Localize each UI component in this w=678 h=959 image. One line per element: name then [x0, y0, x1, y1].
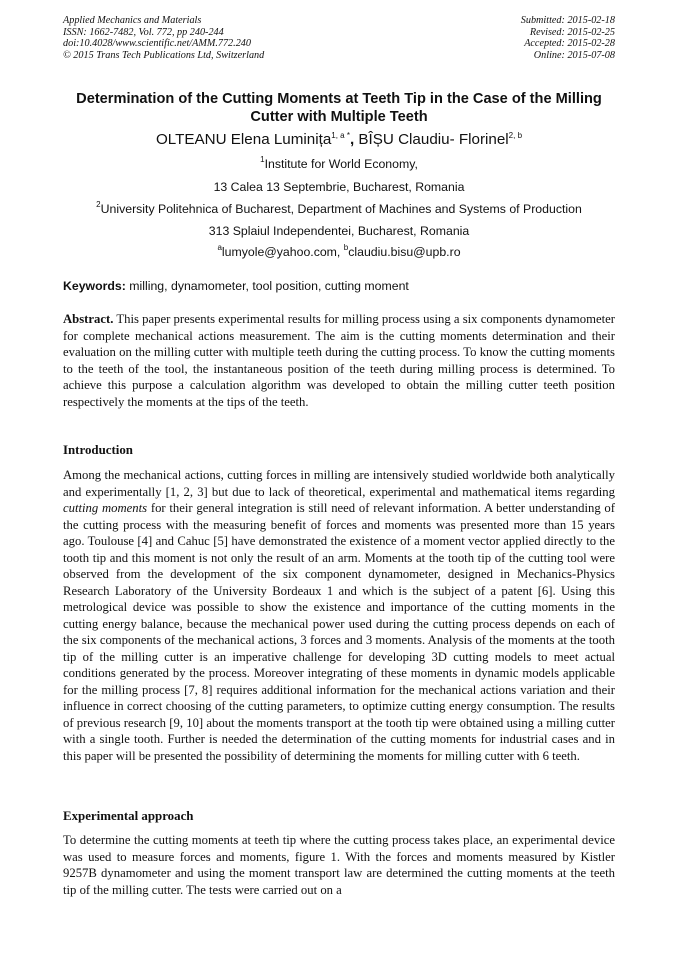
abstract: [63, 311, 615, 410]
paper-title: Determination of the Cutting Moments at Teeth Tip in the Case of the Milling Cutter with Multiple Teeth: [76, 91, 602, 125]
aff-2-text: University Politehnica of Bucharest, Department of Machines and Systems of Production: [100, 202, 582, 216]
abstract-label: Abstract.: [63, 312, 114, 326]
email-a: lumyole@yahoo.com,: [221, 245, 341, 259]
author-separator: ,: [349, 131, 355, 148]
affiliation-2-line-1: [63, 202, 615, 216]
aff-1-sup: 1: [260, 155, 265, 164]
email-b: claudiu.bisu@upb.ro: [348, 245, 461, 259]
doi: doi:10.4028/www.scientific.net/AMM.772.240: [63, 38, 251, 50]
abstract-text: This paper presents experimental results for milling process using a six components dynamometer for complete mechanical actions measurement. The aim is the cutting moments determination and their evaluation on the milling cutter with multiple teeth during the cutting process. To know the cutting moments to the teeth of the tool, the instantaneous position of the teeth during milling process is determined. To achieve this purpose a calculation algorithm was developed to obtain the milling cutter teeth position respectively the moments at the tips of the teeth.: [63, 312, 615, 409]
keywords: [63, 279, 615, 293]
experimental-text: To determine the cutting moments at teeth tip where the cutting process takes place, an experimental device was used to measure forces and moments, figure 1. With the forces and moments measured by Kistler 9257B dynamometer and using the moment transport law are determined the cutting moments at the teeth tip of the milling cutter. The tests were carried out on a: [63, 833, 615, 897]
affiliation-2-line-2: 313 Splaiul Independentei, Bucharest, Romania: [208, 224, 470, 238]
journal-name: Applied Mechanics and Materials: [63, 15, 202, 26]
keywords-text: milling, dynamometer, tool position, cutting moment: [129, 279, 409, 293]
author-2-name: BÎȘU Claudiu- Florinel: [358, 131, 509, 148]
intro-emphasis: cutting moments: [63, 501, 148, 515]
submitted-date: Submitted: 2015-02-18: [520, 15, 615, 26]
revised-date: Revised: 2015-02-25: [529, 26, 615, 38]
introduction-heading: Introduction: [63, 443, 133, 457]
intro-text-2: for their general integration is still need of relevant information. A better understanding of the cutting process with the measuring benefit of forces and moments was presented more than 15 years ago. Toulouse [4] and Cahuc [5] have demonstrated the existence of a moment vector applied directly to the tooth tip and this moment is not only the result of an arm. Moments at the tooth tip of the cutting tool were observed from the development of the six component dynamometer, designed in Mechanics-Physics Research Laboratory of the University Bordeaux 1 and which is the subject of a patent [6]. Using this metrological device was possible to show the existence and importance of the cutting moments in the cutting energy balance, because the mechanical power used during the cutting process depends on each of the six components of the mechanical actions, 3 forces and 3 moments. Analysis of the moments at the tooth tip of the milling cutter is an imperative challenge for developing 3D cutting models to meet actual conditions generated by the process. Moreover integrating of these moments in dynamic models applicable for the milling process [7, 8] requires additional information for the mechanical actions variation and their influence in correct choosing of the cutting parameters, to optimize cutting energy consumption. The results of previous research [9, 10] about the moments transport at the tooth tip were obtained using a milling cutter with a single tooth. Further is needed the determination of the cutting moments for industrial cases and in this paper will be presented the possibility of determining the moments for milling cutter with 6 teeth.: [63, 501, 615, 763]
author-1-sup: 1, a *: [331, 131, 350, 140]
submission-dates: [521, 15, 615, 61]
experimental-heading: Experimental approach: [63, 809, 194, 823]
email-b-sup: b: [343, 243, 349, 252]
author-emails: [63, 245, 615, 259]
author-list: [63, 131, 615, 148]
affiliation-1-line-2: 13 Calea 13 Septembrie, Bucharest, Romania: [213, 180, 465, 194]
author-2-sup: 2, b: [508, 131, 523, 140]
publication-info: [63, 15, 264, 61]
introduction-text: [63, 467, 615, 764]
aff-1-text: Institute for World Economy,: [264, 157, 418, 171]
email-a-sup: a: [217, 243, 222, 252]
accepted-date: Accepted: 2015-02-28: [524, 38, 615, 50]
intro-text-1: Among the mechanical actions, cutting forces in milling are intensively studied worldwide both analytically and experimentally [1, 2, 3] but due to lack of theoretical, experimental and mathematical items regarding: [63, 468, 615, 499]
author-1-name: OLTEANU Elena Luminița: [155, 131, 332, 148]
affiliation-1-line-1: [63, 157, 615, 171]
aff-2-sup: 2: [96, 200, 101, 209]
keywords-label: Keywords:: [63, 279, 126, 293]
copyright: © 2015 Trans Tech Publications Ltd, Switzerland: [63, 49, 265, 61]
online-date: Online: 2015-07-08: [533, 49, 615, 61]
issn: ISSN: 1662-7482, Vol. 772, pp 240-244: [63, 26, 224, 38]
